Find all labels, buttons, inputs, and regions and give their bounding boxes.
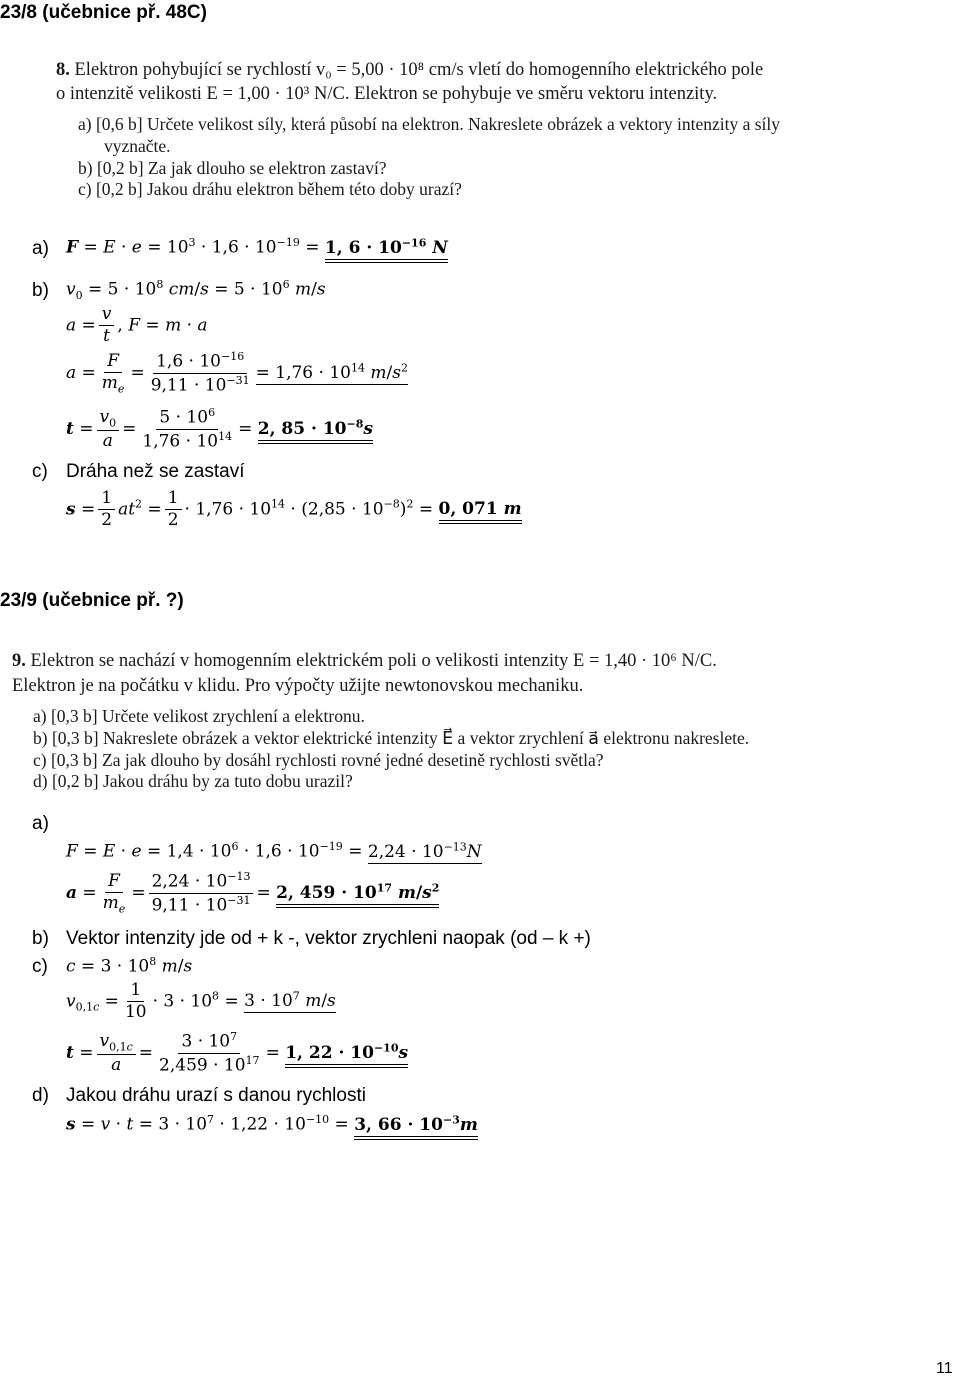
p9-time-equation: t = $\frac{v_{0,1c}}{a}$ = $\frac{3 \cdot 10^7}{2,459 \cdot 10^{17}}$ = 1, $22 \cdot 10^{-10}s$ [66,1030,409,1076]
problem8-statement-line1 [56,60,763,81]
problem9-question-c: c) [0,3 b] Za jak dlouho by dosáhl rychlosti rovné jedné desetině rychlosti světla? [33,750,604,770]
problem8-heading: 23/8 (učebnice př. 48C) [0,2,207,23]
p8-label-c: c) [32,461,48,482]
p9-distance-equation: $s = v \cdot t = 3 \cdot 10^7 \cdot 1,22 \cdot 10^{-10} = 3$, $66 \cdot 10^{-3}m$ [66,1113,478,1135]
problem8-text-line2: o intenzitě velikosti E = 1,00 · 10³ N/C. Elektron se pohybuje ve směru vektoru intenzity. [56,84,718,104]
problem8-question-b: b) [0,2 b] Za jak dlouho se elektron zastaví? [78,158,387,178]
problem8-text-line1: Elektron pohybující se rychlostí v₀ = 5,00 · 10⁸ cm/s vletí do homogenního elektrického pole [74,60,764,80]
problem8-number: 8. [56,60,70,80]
p9-label-d: d) [32,1085,49,1106]
problem9-text-line1: Elektron se nachází v homogenním elektrickém poli o velikosti intenzity E = 1,40 · 10⁶ N/C. [30,651,717,671]
p8-time-equation: t = $\frac{v_0}{a}$ = $\frac{5 \cdot 10^6}{1,76 \cdot 10^{14}}$ = 2, $85 \cdot 10^{-8}s$ [66,406,373,452]
p8-acceleration-definition: a = $\frac{v}{t}$ , F = m · a [66,304,208,347]
problem9-text-line2: Elektron je na počátku v klidu. Pro výpočty užijte newtonovskou mechaniku. [12,676,584,696]
page-number: 11 [936,1360,953,1377]
problem9-question-a: a) [0,3 b] Určete velikost zrychlení a elektronu. [33,706,365,726]
p8-label-b: b) [32,280,49,301]
problem9-heading: 23/9 (učebnice př. ?) [0,590,184,611]
p9-label-c: c) [32,956,48,977]
p9-d-text: Jakou dráhu urazí s danou rychlosti [66,1085,366,1106]
p9-label-a: a) [32,813,49,834]
problem8-question-a-cont: vyznačte. [104,136,171,156]
problem8-question-a: a) [0,6 b] Určete velikost síly, která působí na elektron. Nakreslete obrázek a vektory intenzity a síly [78,114,781,134]
problem9-number: 9. [12,651,26,671]
p8-acceleration-equation: a = $\frac{F}{m_e}$ = $\frac{1,6 \cdot 10^{-16}}{9,11 \cdot 10^{-31}}$ = $1,76 \cdot 10^{14}$ $m/s^2$ [66,350,408,396]
p8-velocity-conversion: $v_0 = 5 \cdot 10^8$ $cm/s = 5 \cdot 10^6$ m/s [66,278,326,303]
p8-distance-equation: s = $\frac{1}{2}$ $at^2$ = $\frac{1}{2}$ · $1,76 \cdot 10^{14} \cdot (2,85 \cdot 10^{-8})^2 = 0$, 071 m [66,488,522,531]
p9-acceleration-equation: a = $\frac{F}{m_e}$ = $\frac{2,24 \cdot 10^{-13}}{9,11 \cdot 10^{-31}}$ = 2, $459 \cdot 10^{17}$ $m/s^2$ [66,870,440,916]
p9-light-speed: $c = 3 \cdot 10^8$ m/s [66,955,193,977]
problem8-question-c: c) [0,2 b] Jakou dráhu elektron během této doby urazí? [78,179,462,199]
problem9-question-b: b) [0,3 b] Nakreslete obrázek a vektor elektrické intenzity E⃗ a vektor zrychlení a⃗ elektronu nakreslete. [33,728,750,748]
p8-label-a: a) [32,238,49,259]
p9-b-text: Vektor intenzity jde od + k -, vektor zrychleni naopak (od – k +) [66,928,591,949]
p9-tenth-light-speed: $v_{0,1c}$ = $\frac{1}{10}$ · $3 \cdot 10^8 = 3 \cdot 10^7$ m/s [66,980,336,1023]
p9-force-equation: $F = E \cdot e = 1,4 \cdot 10^6 \cdot 1,6 \cdot 10^{-19} = 2,24 \cdot 10^{-13}N$ [66,840,482,862]
problem9-statement-line1 [12,651,717,672]
problem9-question-d: d) [0,2 b] Jakou dráhu by za tuto dobu urazil? [33,771,353,791]
p8-force-equation: $F = E \cdot e = 10^3 \cdot 1,6 \cdot 10^{-19} = 1$, $6 \cdot 10^{-16}$ N [66,236,448,258]
p8-c-text: Dráha než se zastaví [66,461,245,482]
p9-label-b: b) [32,928,49,949]
